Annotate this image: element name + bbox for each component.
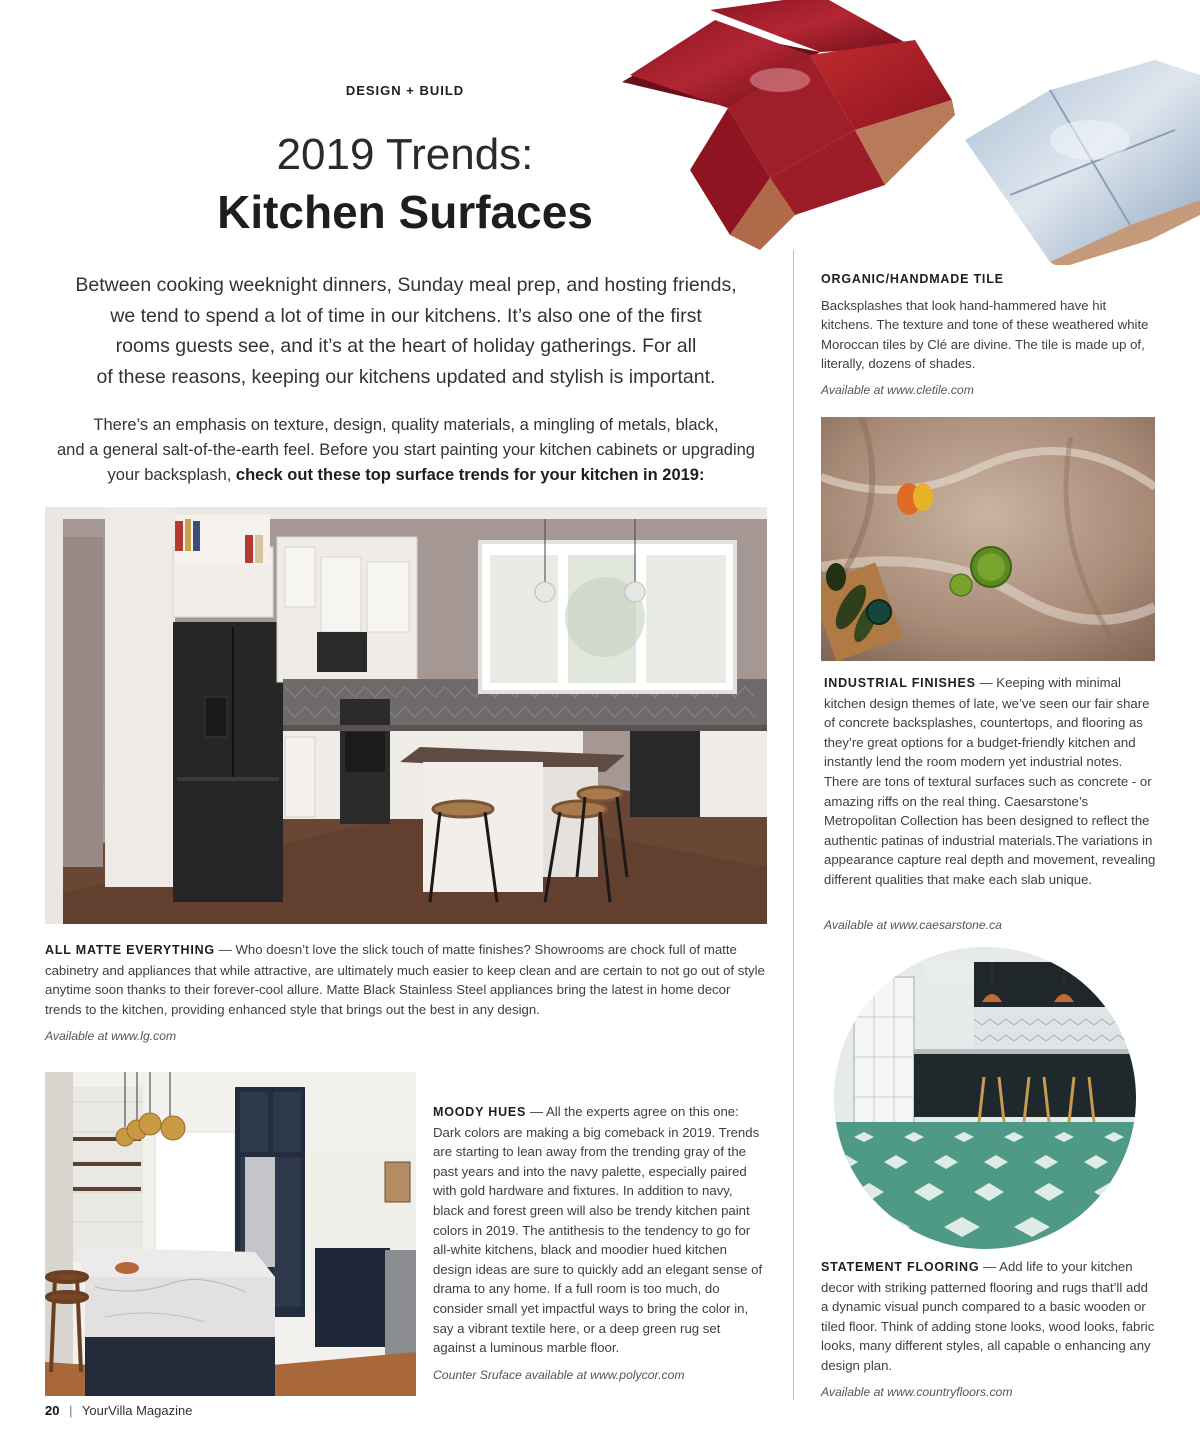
matte-kitchen-photo (45, 507, 767, 924)
industrial-caption (824, 673, 1157, 890)
intro2-plain: your backsplash, (107, 466, 236, 484)
intro-line: of these reasons, keeping our kitchens updated and stylish is important. (96, 365, 716, 388)
tile-caption (821, 270, 1156, 374)
flooring-photo (834, 947, 1136, 1249)
moody-caption (433, 1102, 766, 1358)
page-number: 20 (45, 1403, 60, 1418)
tile-availability: Available at www.cletile.com (821, 383, 974, 397)
tile-heading: ORGANIC/HANDMADE TILE (821, 272, 1004, 286)
page-footer (45, 1403, 192, 1418)
flooring-caption (821, 1257, 1156, 1376)
matte-caption (45, 940, 765, 1019)
flooring-availability: Available at www.countryfloors.com (821, 1385, 1013, 1399)
intro2-line: and a general salt-of-the-earth feel. Before you start painting your kitchen cabinets or upgrading (56, 441, 755, 459)
moody-kitchen-photo (45, 1072, 416, 1396)
matte-heading: ALL MATTE EVERYTHING (45, 943, 215, 957)
section-tag: DESIGN + BUILD (345, 83, 465, 98)
tile-samples-photo (610, 0, 1200, 265)
intro-line: we tend to spend a lot of time in our kitchens. It’s also one of the first (110, 304, 702, 327)
matte-body: — Who doesn’t love the slick touch of matte finishes? Showrooms are chock full of matte cabinetry and appliances that while attractive, are ultimately much easier to keep clean and are certain to not go out of style anytime soon thanks to their forever-cool allure. Matte Black Stainless Steel appliances bring the latest in home decor trends to the kitchen, providing enhanced style that brings out the best in any design. (45, 942, 765, 1017)
industrial-availability: Available at www.caesarstone.ca (824, 918, 1002, 932)
intro2-line: There’s an emphasis on texture, design, quality materials, a mingling of metals, black, (93, 416, 719, 434)
industrial-heading: INDUSTRIAL FINISHES (824, 676, 976, 690)
magazine-name: YourVilla Magazine (81, 1403, 193, 1418)
column-divider (793, 250, 794, 1400)
intro2-line (45, 463, 767, 488)
intro-paragraph (45, 270, 767, 392)
moody-body: — All the experts agree on this one: Dark colors are making a big comeback in 2019. Trends are starting to lean away from the trending gray of the past years and into the navy palette, especially paired with gold hardware and fixtures. In addition to navy, black and forest green will also be trendy kitchen paint colors in 2019. The antithesis to the tendency to go for all-white kitchens, black and moodier hued kitchen design ideas are sure to quickly add an elegant sense of drama to any home. If a full room is too much, do consider small yet impactful ways to bring the color in, say a vibrant textile here, or a deep green rug set against a luminous marble floor. (433, 1104, 763, 1356)
intro-line: rooms guests see, and it’s at the heart of holiday gatherings. For all (115, 335, 697, 357)
industrial-body: — Keeping with minimal kitchen design themes of late, we’ve seen our fair share of concrete backsplashes, countertops, and flooring as they’re great options for a budget-friendly kitchen and instantly lend the room modern yet industrial notes. There are tons of textural surfaces such as concrete - or amazing riffs on the real thing. Caesarstone’s Metropolitan Collection has been designed to reflect the authentic patinas of industrial materials.The variations in appearance capture real depth and movement, revealing different qualities that make each slab unique. (824, 675, 1156, 887)
tile-body: Backsplashes that look hand-hammered have hit kitchens. The texture and tone of these weathered white Moroccan tiles by Clé are divine. The tile is made up of, literally, dozens of shades. (821, 297, 1149, 372)
page-title-line1: 2019 Trends: (276, 130, 534, 179)
footer-separator: | (69, 1403, 73, 1418)
intro-secondary-paragraph (45, 413, 767, 488)
flooring-heading: STATEMENT FLOORING (821, 1260, 980, 1274)
moody-heading: MOODY HUES (433, 1105, 527, 1119)
flooring-body: — Add life to your kitchen decor with striking patterned flooring and rugs that’ll add a dynamic visual punch compared to a basic wooden or tiled floor. Think of adding stone looks, wood looks, fabric looks, many different styles, all capable o enhancing any design plan. (821, 1259, 1155, 1373)
intro-line: Between cooking weeknight dinners, Sunday meal prep, and hosting friends, (75, 274, 737, 296)
page-title-line2: Kitchen Surfaces (217, 186, 593, 238)
matte-availability: Available at www.lg.com (45, 1029, 177, 1043)
moody-availability: Counter Sruface available at www.polycor.com (433, 1368, 685, 1382)
industrial-countertop-photo (821, 417, 1155, 661)
intro2-bold: check out these top surface trends for your kitchen in 2019: (235, 466, 705, 484)
